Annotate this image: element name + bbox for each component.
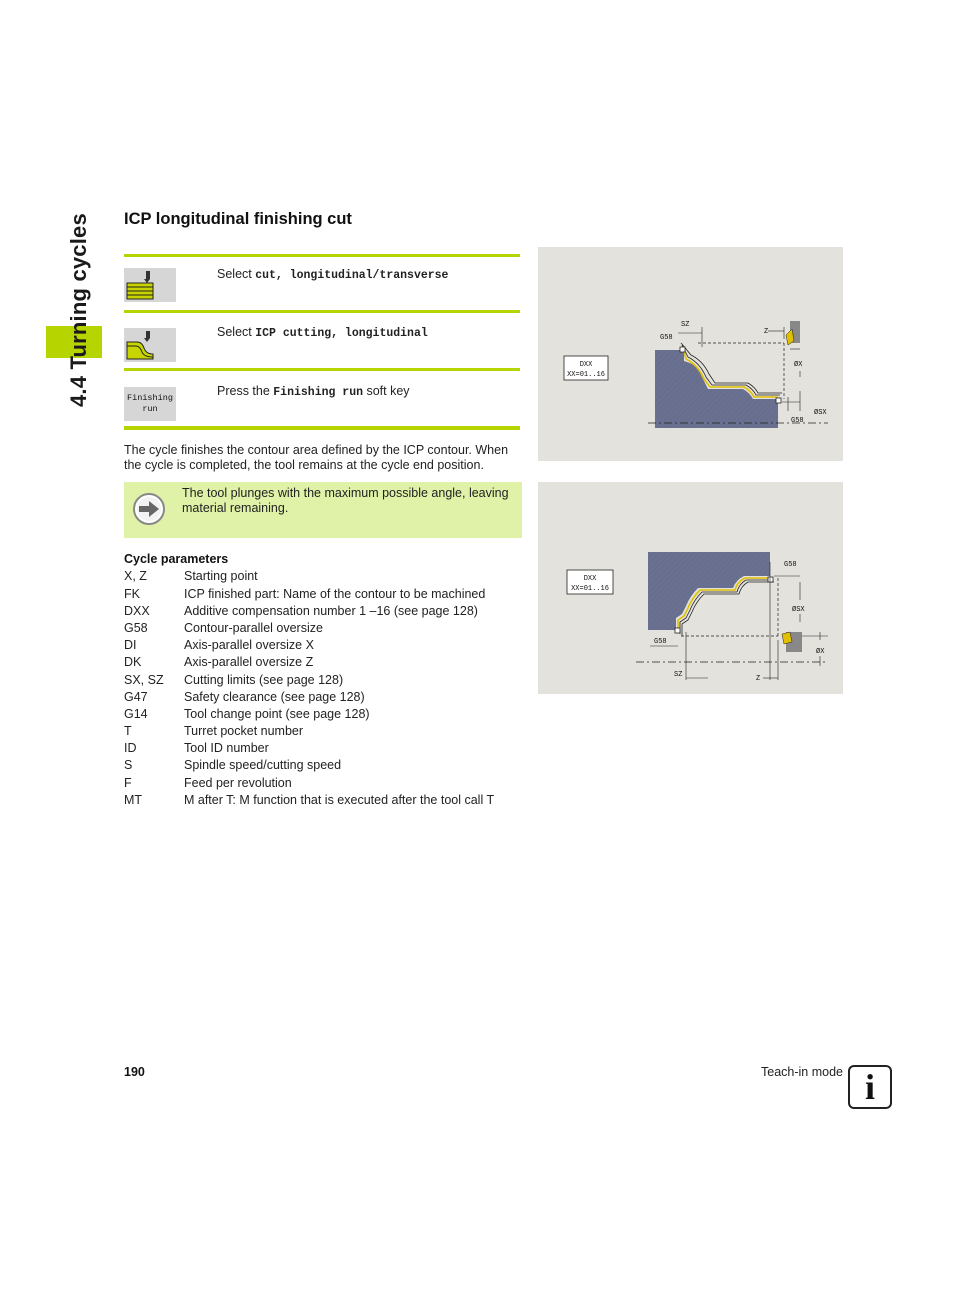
svg-text:XX=01..16: XX=01..16 [567,371,605,379]
description-paragraph: The cycle finishes the contour area defined by the ICP contour. When the cycle is completed, the tool remains at the cycle end position. [124,443,509,472]
parameter-row: F Feed per revolution [124,776,292,790]
parameter-row: SX, SZ Cutting limits (see page 128) [124,673,344,687]
divider [124,254,520,257]
page-number: 190 [124,1065,145,1079]
svg-text:DXX: DXX [579,361,593,369]
parameter-row: X, Z Starting point [124,569,258,583]
figure-inside-finishing [538,482,843,694]
svg-text:G58: G58 [784,561,797,569]
arrow-right-icon [132,492,166,531]
svg-text:SZ: SZ [674,671,683,679]
svg-text:ØX: ØX [816,648,825,656]
section-title-text: 4.4 Turning cycles [66,213,91,407]
footer-mode-label: Teach-in mode [761,1065,843,1079]
svg-text:Z: Z [764,328,769,336]
step-1-text: Select cut, longitudinal/transverse [217,267,449,282]
icp-cutting-icon[interactable] [124,328,176,362]
cycle-parameters-title: Cycle parameters [124,552,229,566]
svg-text:G58: G58 [654,638,667,646]
svg-text:Z: Z [756,675,761,683]
finishing-run-soft-key[interactable]: Finishing run [124,387,176,421]
parameter-row: T Turret pocket number [124,724,304,738]
parameter-row: FK ICP finished part: Name of the contour to be machined [124,587,486,601]
parameter-row: ID Tool ID number [124,741,269,755]
svg-text:G58: G58 [660,334,673,342]
step-3-text: Press the Finishing run soft key [217,384,410,399]
parameter-row: MT M after T: M function that is executed after the tool call T [124,793,495,807]
svg-text:XX=01..16: XX=01..16 [571,585,609,593]
divider [124,426,520,430]
svg-text:DXX: DXX [583,575,597,583]
note-box [124,482,522,538]
page-title: ICP longitudinal finishing cut [124,210,352,228]
sidebar-section-title [66,213,106,413]
svg-text:ØSX: ØSX [814,409,827,417]
svg-text:ØX: ØX [794,361,803,369]
parameter-row: DK Axis-parallel oversize Z [124,655,314,669]
parameter-row: DI Axis-parallel oversize X [124,638,314,652]
longitudinal-cut-icon[interactable] [124,268,176,302]
svg-text:ØSX: ØSX [792,606,805,614]
parameter-row: G47 Safety clearance (see page 128) [124,690,365,704]
svg-text:G58: G58 [791,417,804,425]
info-icon: i [848,1065,892,1109]
figure-outside-finishing [538,247,843,461]
parameter-row: G14 Tool change point (see page 128) [124,707,370,721]
parameter-row: DXX Additive compensation number 1 –16 (see page 128) [124,604,478,618]
note-text: The tool plunges with the maximum possible angle, leaving material remaining. [182,486,509,515]
step-2-text: Select ICP cutting, longitudinal [217,325,428,340]
svg-text:SZ: SZ [681,321,690,329]
parameter-row: S Spindle speed/cutting speed [124,758,342,772]
parameter-row: G58 Contour-parallel oversize [124,621,323,635]
divider [124,310,520,313]
divider [124,368,520,371]
